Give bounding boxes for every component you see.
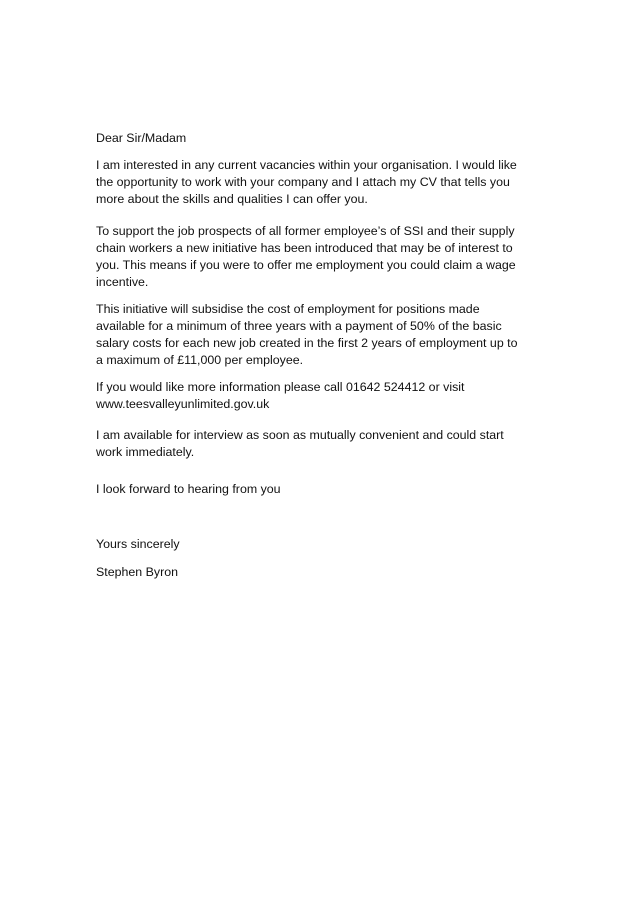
paragraph-contact-info (96, 379, 544, 413)
paragraph-line: more about the skills and qualities I can offer you. (96, 192, 368, 206)
website-text: www.teesvalleyunlimited.gov.uk (96, 397, 270, 411)
paragraph-line: If you would like more information please call 01642 524412 or visit (96, 380, 465, 394)
paragraph-line: available for a minimum of three years with a payment of 50% of the basic (96, 319, 502, 333)
paragraph-line: chain workers a new initiative has been introduced that may be of interest to (96, 241, 513, 255)
paragraph-line: a maximum of £11,000 per employee. (96, 353, 304, 367)
paragraph-line: you. This means if you were to offer me employment you could claim a wage (96, 258, 516, 272)
paragraph-availability (96, 427, 544, 461)
closing-line: Yours sincerely (96, 537, 180, 551)
paragraph-support-initiative (96, 223, 544, 291)
paragraph-vacancies (96, 157, 544, 208)
greeting (96, 130, 544, 147)
paragraph-line: salary costs for each new job created in the first 2 years of employment up to (96, 336, 518, 350)
signature-name: Stephen Byron (96, 565, 178, 579)
greeting-line: Dear Sir/Madam (96, 131, 187, 145)
paragraph-subsidy (96, 301, 544, 369)
paragraph-line: I am interested in any current vacancies within your organisation. I would like (96, 158, 517, 172)
paragraph-line: work immediately. (96, 445, 195, 459)
signature (96, 564, 544, 581)
paragraph-line: I look forward to hearing from you (96, 482, 281, 496)
paragraph-line: incentive. (96, 275, 149, 289)
paragraph-line: This initiative will subsidise the cost of employment for positions made (96, 302, 480, 316)
closing (96, 536, 544, 553)
paragraph-line: To support the job prospects of all former employee’s of SSI and their supply (96, 224, 515, 238)
paragraph-look-forward (96, 481, 544, 498)
paragraph-line: the opportunity to work with your company and I attach my CV that tells you (96, 175, 510, 189)
cover-letter (96, 130, 544, 581)
paragraph-line: I am available for interview as soon as mutually convenient and could start (96, 428, 504, 442)
